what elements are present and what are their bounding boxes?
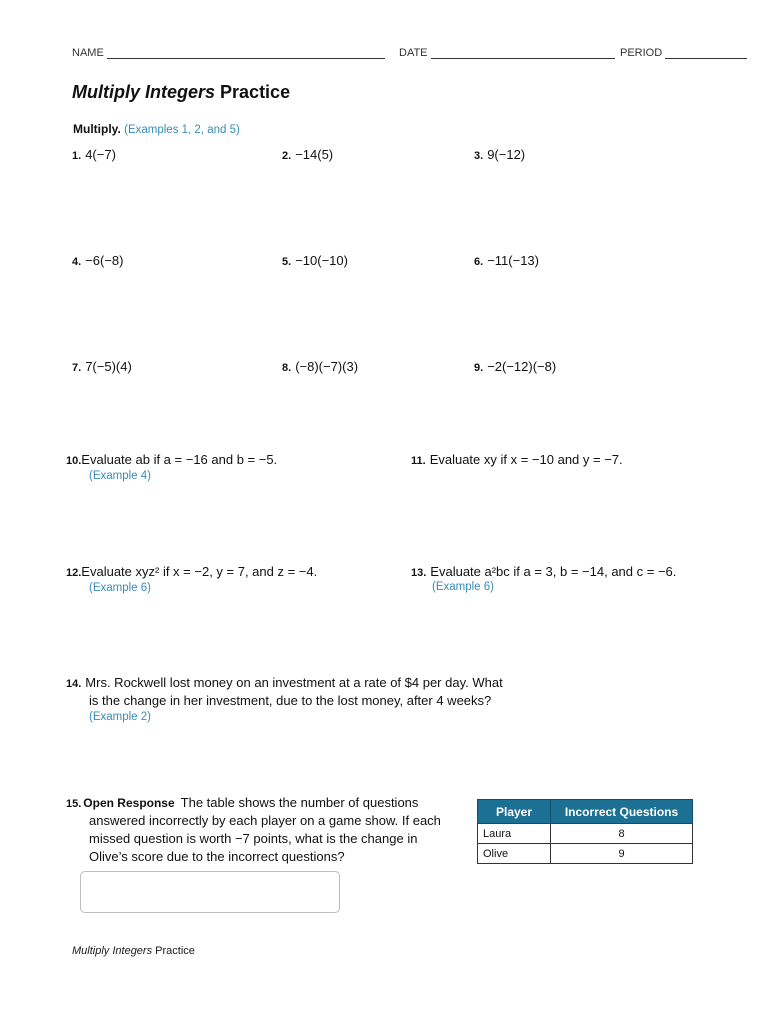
title-italic: Multiply Integers [72,82,216,102]
problem-number: 3. [474,150,484,162]
problem-number: 4. [72,256,82,268]
period-line[interactable] [665,46,747,59]
page-footer [72,945,195,957]
problem-text-line1: The table shows the number of questions [180,795,419,810]
problem-15-line4: Olive’s score due to the incorrect questions? [89,849,345,864]
table-row [478,824,693,844]
problem-expression: (−8)(−7)(3) [295,359,359,374]
problem-expression: −11(−13) [487,253,539,268]
problem-expression: −2(−12)(−8) [487,359,557,374]
date-line[interactable] [431,46,615,59]
problem-11 [411,452,623,467]
problem-number: 8. [282,362,292,374]
problem-14-line2: is the change in her investment, due to the lost money, after 4 weeks? [89,693,492,708]
footer-plain: Practice [155,945,195,957]
problem-15-line2: answered incorrectly by each player on a game show. If each [89,813,441,828]
problem-expression: 9(−12) [487,147,526,162]
problem-7 [72,359,132,374]
name-label: NAME [72,47,104,59]
answer-box[interactable] [80,871,340,913]
problem-number: 10. [66,455,82,467]
problem-number: 11. [411,455,426,467]
problem-number: 7. [72,362,82,374]
problem-number: 9. [474,362,484,374]
problem-2 [282,147,333,162]
problem-15-line3: missed question is worth −7 points, what is the change in [89,831,418,846]
player-name: Laura [478,824,551,844]
period-field[interactable] [620,46,747,59]
period-label: PERIOD [620,47,663,59]
problem-15 [66,795,418,810]
problem-5 [282,253,348,268]
player-name: Olive [478,844,551,864]
problem-4 [72,253,124,268]
problem-number: 1. [72,150,82,162]
table-row [478,844,693,864]
problem-number: 5. [282,256,292,268]
problem-number: 13. [411,567,427,579]
name-field[interactable] [72,46,385,59]
instructions [73,122,240,136]
table-header-row [478,800,693,824]
problem-expression: −10(−10) [295,253,348,268]
problem-expression: −14(5) [295,147,334,162]
problem-number: 14. [66,678,82,690]
problem-13 [411,564,676,579]
problem-12-reference[interactable]: (Example 6) [89,582,151,594]
page-title [72,82,290,103]
header-incorrect-questions: Incorrect Questions [551,800,693,824]
problem-number: 2. [282,150,292,162]
problem-text: Evaluate ab if a = −16 and b = −5. [81,452,278,467]
problem-number: 6. [474,256,484,268]
problem-number: 15. [66,798,82,810]
instructions-label: Multiply. [73,122,121,136]
problem-1 [72,147,116,162]
problem-text-line1: Mrs. Rockwell lost money on an investment at a rate of $4 per day. What [85,675,503,690]
incorrect-count: 9 [551,844,693,864]
title-plain: Practice [220,82,291,102]
problem-text: Evaluate xyz² if x = −2, y = 7, and z = −4. [81,564,318,579]
problem-text: Evaluate a²bc if a = 3, b = −14, and c = −6. [430,564,677,579]
problem-6 [474,253,539,268]
problem-text: Evaluate xy if x = −10 and y = −7. [429,452,623,467]
problem-expression: −6(−8) [85,253,124,268]
header-player: Player [478,800,551,824]
players-table [477,799,693,864]
problem-expression: 4(−7) [85,147,116,162]
problem-12 [66,564,317,579]
open-response-label: Open Response [83,796,175,810]
date-field[interactable] [399,46,615,59]
problem-14 [66,675,503,690]
incorrect-count: 8 [551,824,693,844]
name-line[interactable] [107,46,385,59]
date-label: DATE [399,47,428,59]
problem-8 [282,359,358,374]
problem-14-reference[interactable]: (Example 2) [89,711,151,723]
instructions-reference[interactable]: (Examples 1, 2, and 5) [124,124,240,136]
problem-expression: 7(−5)(4) [85,359,132,374]
problem-3 [474,147,525,162]
problem-number: 12. [66,567,82,579]
footer-italic: Multiply Integers [72,945,153,957]
problem-13-reference[interactable]: (Example 6) [432,581,494,593]
problem-10-reference[interactable]: (Example 4) [89,470,151,482]
problem-10 [66,452,277,467]
problem-9 [474,359,556,374]
